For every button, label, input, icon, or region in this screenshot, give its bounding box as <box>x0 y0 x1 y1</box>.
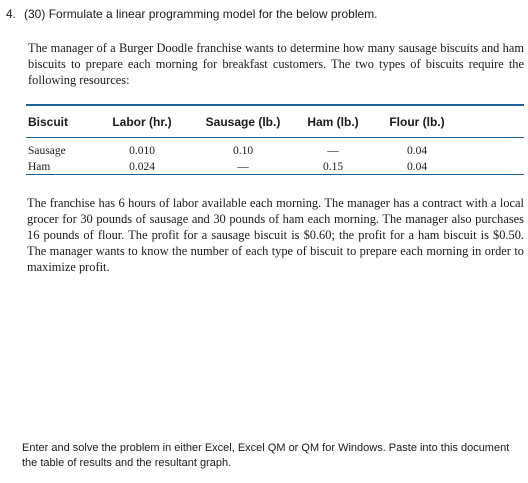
instructions-text: Enter and solve the problem in either Excel, Excel QM or QM for Windows. Paste into this document the table of results and the resultant graph. <box>22 442 510 469</box>
header-labor: Labor (hr.) <box>112 115 172 129</box>
resource-table <box>26 104 524 175</box>
header-sausage: Sausage (lb.) <box>205 115 281 129</box>
table-cell: 0.10 <box>232 145 254 157</box>
details-paragraph: The franchise has 6 hours of labor available each morning. The manager has a contract with a local grocer for 30 pounds of sausage and 30 pounds of ham each morning. The manager also purchases 16 pounds of flour. The profit for a sausage biscuit is $0.60; the profit for a ham biscuit is $0.50. The manager wants to know the number of each type of biscuit to prepare each morning in order to maximize profit. <box>27 196 524 274</box>
header-flour: Flour (lb.) <box>389 115 445 129</box>
table-cell: 0.04 <box>406 145 428 157</box>
header-ham: Ham (lb.) <box>307 115 359 129</box>
question-prompt: (30) Formulate a linear programming model for the below problem. <box>24 7 378 21</box>
header-biscuit: Biscuit <box>28 115 69 129</box>
question-heading <box>6 6 378 22</box>
table-body <box>26 138 524 174</box>
table-cell: 0.010 <box>129 145 155 157</box>
question-number: 4. <box>6 7 17 21</box>
table-bottom-rule <box>26 174 524 175</box>
table-cell: — <box>327 145 339 157</box>
table-cell: Sausage <box>28 145 66 157</box>
table-cell: 0.024 <box>129 161 155 173</box>
table-cell: 0.04 <box>406 161 428 173</box>
intro-paragraph: The manager of a Burger Doodle franchise wants to determine how many sausage biscuits and ham biscuits to prepare each morning for breakfast customers. The two types of biscuits require the following resources: <box>28 41 524 87</box>
table-cell: 0.15 <box>322 161 344 173</box>
table-header-row <box>26 106 524 137</box>
table-cell: — <box>237 161 249 173</box>
table-cell: Ham <box>28 161 51 173</box>
